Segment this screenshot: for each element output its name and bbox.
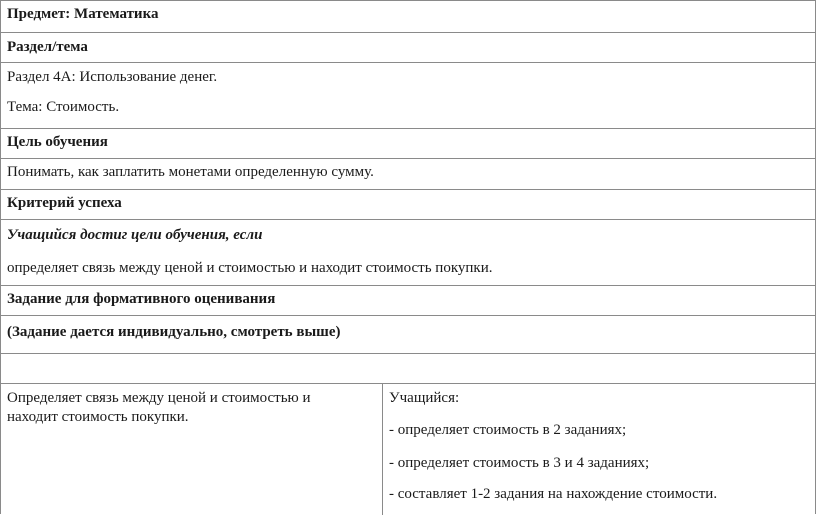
descriptor-right-header: Учащийся:: [389, 390, 460, 406]
row-goal-value: [0, 158, 816, 190]
row-empty: [0, 353, 816, 384]
task-heading: Задание для формативного оценивания: [7, 291, 276, 307]
row-task-heading: [0, 285, 816, 316]
descriptor-right-item: - определяет стоимость в 2 заданиях;: [389, 422, 627, 438]
row-criterion-value: [0, 219, 816, 286]
criterion-intro: Учащийся достиг цели обучения, если: [7, 227, 263, 243]
subject-label: Предмет: Математика: [7, 6, 159, 22]
criterion-value: определяет связь между ценой и стоимостью и находит стоимость покупки.: [7, 260, 493, 276]
row-section-heading: [0, 32, 816, 63]
descriptor-left-line2: находит стоимость покупки.: [7, 409, 189, 425]
descriptor-column-divider: [382, 384, 383, 515]
descriptor-left-line1: Определяет связь между ценой и стоимостью и: [7, 390, 311, 406]
row-goal-heading: [0, 128, 816, 159]
descriptor-right-item: - составляет 1-2 задания на нахождение стоимости.: [389, 486, 718, 502]
topic-value: Тема: Стоимость.: [7, 99, 120, 115]
section-heading: Раздел/тема: [7, 39, 88, 55]
row-section-value: [0, 62, 816, 129]
task-note: (Задание дается индивидуально, смотреть выше): [7, 324, 341, 340]
descriptor-right-item: - определяет стоимость в 3 и 4 заданиях;: [389, 455, 650, 471]
row-task-note: [0, 315, 816, 354]
row-subject: [0, 0, 816, 33]
goal-heading: Цель обучения: [7, 134, 108, 150]
row-criterion-heading: [0, 189, 816, 220]
goal-value: Понимать, как заплатить монетами определенную сумму.: [7, 164, 374, 180]
section-value: Раздел 4А: Использование денег.: [7, 69, 218, 85]
criterion-heading: Критерий успеха: [7, 195, 122, 211]
row-descriptor: [0, 383, 816, 514]
